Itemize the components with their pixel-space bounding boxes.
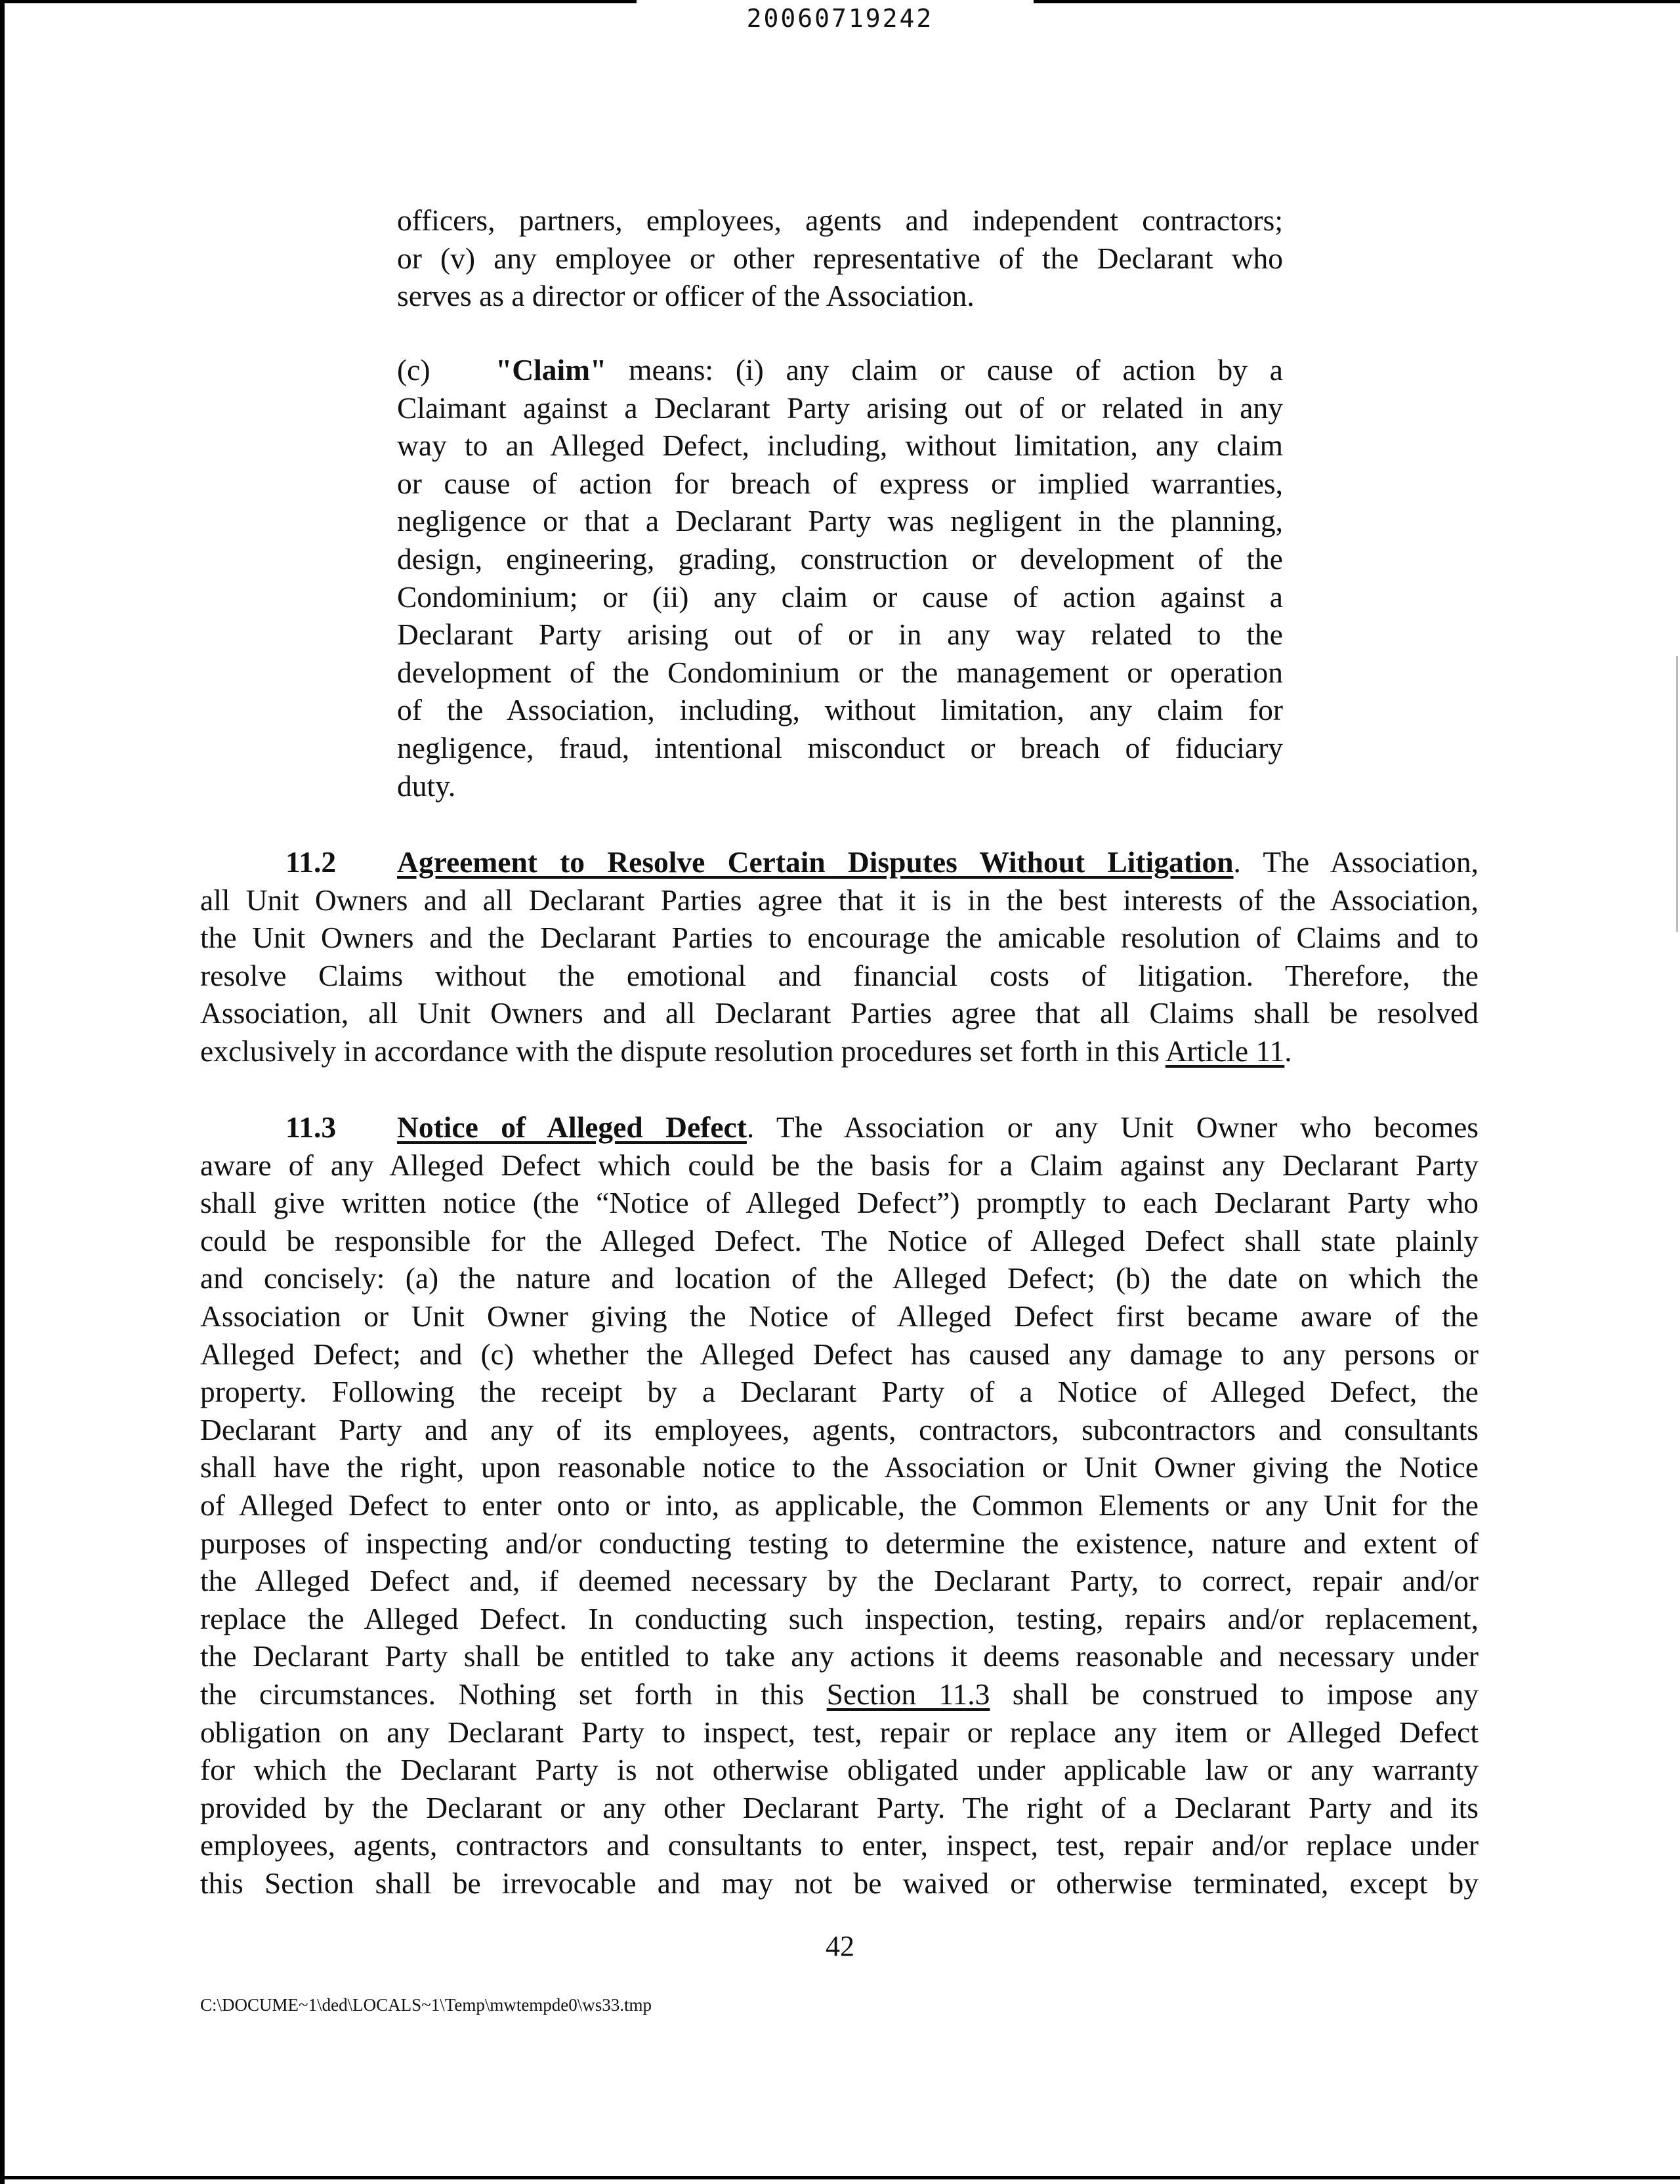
text-line: of the Association, including, without limitation, any claim for <box>397 693 1283 727</box>
text-line: for which the Declarant Party is not otherwise obligated under applicable law or any warranty <box>200 1753 1479 1787</box>
text-fragment: . The Association or any Unit Owner who becomes <box>746 1110 1479 1144</box>
scan-border-top-left <box>0 0 637 3</box>
claim-definition <box>397 351 1283 805</box>
text-line: Claimant against a Declarant Party arising out of or related in any <box>397 390 1283 425</box>
text-line: this Section shall be irrevocable and may not be waived or otherwise terminated, except by <box>200 1866 1479 1900</box>
document-id: 20060719242 <box>746 4 934 33</box>
text-line: officers, partners, employees, agents and independent contractors; <box>397 203 1283 237</box>
text-fragment: exclusively in accordance with the dispute resolution procedures set forth in this <box>200 1034 1166 1068</box>
text-line: Declarant Party and any of its employees, agents, contractors, subcontractors and consultants <box>200 1412 1479 1446</box>
text-line: shall give written notice (the “Notice of Alleged Defect”) promptly to each Declarant Party who <box>200 1186 1479 1220</box>
text-line: development of the Condominium or the management or operation <box>397 655 1283 689</box>
section-number: 11.3 <box>285 1110 337 1144</box>
scan-border-right <box>1676 656 1678 932</box>
text-fragment: shall be construed to impose any <box>990 1677 1479 1711</box>
text-line: design, engineering, grading, construction or development of the <box>397 541 1283 576</box>
text-line <box>397 351 1283 389</box>
text-line: replace the Alleged Defect. In conducting such inspection, testing, repairs and/or replacement, <box>200 1601 1479 1635</box>
text-line: obligation on any Declarant Party to inspect, test, repair or replace any item or Alleged Defect <box>200 1715 1479 1749</box>
section-heading: Agreement to Resolve Certain Disputes Without Litigation <box>397 845 1234 879</box>
text-line <box>200 1032 1479 1070</box>
text-line: negligence or that a Declarant Party was negligent in the planning, <box>397 504 1283 538</box>
text-line: shall have the right, upon reasonable notice to the Association or Unit Owner giving the Notice <box>200 1450 1479 1484</box>
text-line: Condominium; or (ii) any claim or cause of action against a <box>397 579 1283 614</box>
scan-border-top-right <box>1034 0 1680 3</box>
text-line: duty. <box>397 768 456 803</box>
article-reference: Article 11 <box>1165 1034 1285 1068</box>
text-line: or (v) any employee or other representative of the Declarant who <box>397 241 1283 275</box>
text-line: Declarant Party arising out of or in any way related to the <box>397 618 1283 652</box>
text-fragment: . The Association, <box>1233 845 1479 879</box>
text-line: property. Following the receipt by a Declarant Party of a Notice of Alleged Defect, the <box>200 1375 1479 1409</box>
definition-continuation <box>397 201 1283 315</box>
text-line: negligence, fraud, intentional misconduct or breach of fiduciary <box>397 730 1283 765</box>
text-line <box>200 1108 1479 1146</box>
section-heading: Notice of Alleged Defect <box>397 1110 747 1144</box>
text-line: Alleged Defect; and (c) whether the Alleged Defect has caused any damage to any persons or <box>200 1337 1479 1371</box>
text-line: or cause of action for breach of express or implied warranties, <box>397 466 1283 500</box>
text-fragment: . <box>1284 1034 1292 1068</box>
section-reference: Section 11.3 <box>826 1677 990 1711</box>
text-line: serves as a director or officer of the Association. <box>397 279 975 313</box>
section-11-2 <box>200 843 1479 1070</box>
text-line: Association, all Unit Owners and all Declarant Parties agree that all Claims shall be resolved <box>200 996 1479 1030</box>
text-line: purposes of inspecting and/or conducting testing to determine the existence, nature and extent of <box>200 1526 1479 1560</box>
text-line: could be responsible for the Alleged Defect. The Notice of Alleged Defect shall state plainly <box>200 1223 1479 1257</box>
text-line: and concisely: (a) the nature and location of the Alleged Defect; (b) the date on which the <box>200 1261 1479 1295</box>
text-line: resolve Claims without the emotional and financial costs of litigation. Therefore, the <box>200 958 1479 992</box>
text-line: Association or Unit Owner giving the Notice of Alleged Defect first became aware of the <box>200 1299 1479 1333</box>
text-line: the Alleged Defect and, if deemed necessary by the Declarant Party, to correct, repair and/or <box>200 1564 1479 1598</box>
text-line: aware of any Alleged Defect which could be the basis for a Claim against any Declarant Party <box>200 1148 1479 1182</box>
text-line: employees, agents, contractors and consultants to enter, inspect, test, repair and/or replace under <box>200 1828 1479 1862</box>
text-line <box>200 1675 1479 1713</box>
defined-term: "Claim" <box>495 353 607 387</box>
text-line <box>200 843 1479 881</box>
text-line: of Alleged Defect to enter onto or into, as applicable, the Common Elements or any Unit for the <box>200 1488 1479 1522</box>
subsection-label: (c) <box>397 353 430 387</box>
scan-border-left <box>0 0 5 2184</box>
text-line: all Unit Owners and all Declarant Parties agree that it is in the best interests of the Association, <box>200 883 1479 917</box>
scan-border-bottom <box>0 2176 1680 2179</box>
page-number: 42 <box>826 1930 854 1962</box>
text-fragment: means: (i) any claim or cause of action by a <box>606 353 1283 387</box>
text-line: way to an Alleged Defect, including, without limitation, any claim <box>397 429 1283 463</box>
footer-file-path: C:\DOCUME~1\ded\LOCALS~1\Temp\mwtempde0\ws33.tmp <box>200 1995 652 2015</box>
text-line: provided by the Declarant or any other Declarant Party. The right of a Declarant Party and its <box>200 1790 1479 1824</box>
text-line: the Declarant Party shall be entitled to take any actions it deems reasonable and necessary under <box>200 1639 1479 1673</box>
section-11-3 <box>200 1108 1479 1902</box>
text-fragment: the circumstances. Nothing set forth in this <box>200 1677 827 1711</box>
text-line: the Unit Owners and the Declarant Parties to encourage the amicable resolution of Claims and to <box>200 921 1479 955</box>
section-number: 11.2 <box>285 845 337 879</box>
